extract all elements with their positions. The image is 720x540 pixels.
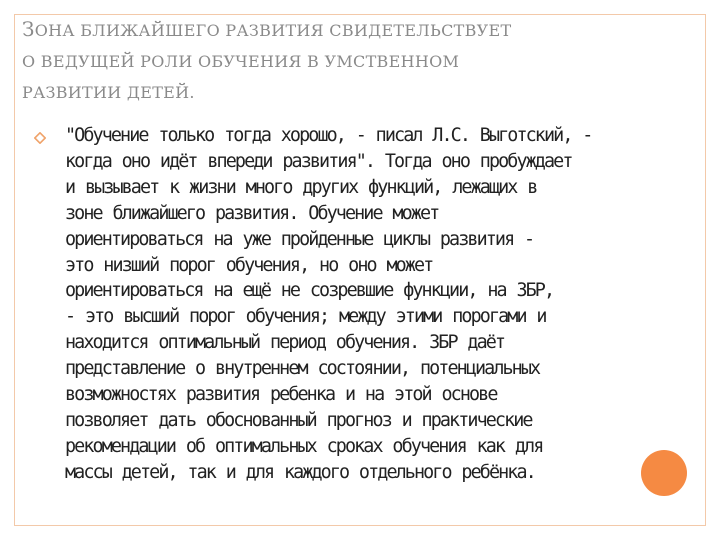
title-line-2: О ВЕДУЩЕЙ РОЛИ ОБУЧЕНИЯ В УМСТВЕННОМ <box>22 52 460 71</box>
paragraph-line: рекомендации об оптимальных сроках обучения как для <box>65 435 543 457</box>
paragraph-line: массы детей, так и для каждого отдельного ребёнка. <box>65 461 535 483</box>
paragraph-line: позволяет дать обоснованный прогноз и практические <box>65 409 532 431</box>
paragraph-line: - это высший порог обучения; между этими порогами и <box>65 306 546 328</box>
title-first-letter: З <box>22 17 35 41</box>
paragraph-line: "Обучение только тогда хорошо, - писал Л.С. Выготский, - <box>65 125 592 146</box>
paragraph-line: зоне ближайшего развития. Обучение может <box>65 202 439 224</box>
decorative-orange-circle <box>641 450 687 496</box>
paragraph-line: это низший порог обучения, но оно может <box>65 254 433 276</box>
paragraph-line: ориентироваться на ещё не созревшие функции, на ЗБР, <box>65 280 554 302</box>
title-line-1-rest: ОНА БЛИЖАЙШЕГО РАЗВИТИЯ СВИДЕТЕЛЬСТВУЕТ <box>34 21 512 40</box>
slide-title <box>22 14 662 108</box>
title-line-1 <box>22 17 512 41</box>
quote-paragraph <box>65 123 705 486</box>
title-line-3: РАЗВИТИИ ДЕТЕЙ. <box>22 83 195 102</box>
paragraph-line: находится оптимальный период обучения. ЗБР даёт <box>65 332 505 354</box>
paragraph-line: представление о внутреннем состоянии, потенциальных <box>65 358 540 380</box>
hollow-diamond-bullet-icon <box>34 132 46 144</box>
paragraph-line: когда оно идёт впереди развития". Тогда оно пробуждает <box>65 150 572 172</box>
paragraph-line: возможностях развития ребенка и на этой основе <box>65 384 497 406</box>
paragraph-line: ориентироваться на уже пройденные циклы развития - <box>65 228 534 250</box>
paragraph-line: и вызывает к жизни много других функций, лежащих в <box>65 176 537 198</box>
